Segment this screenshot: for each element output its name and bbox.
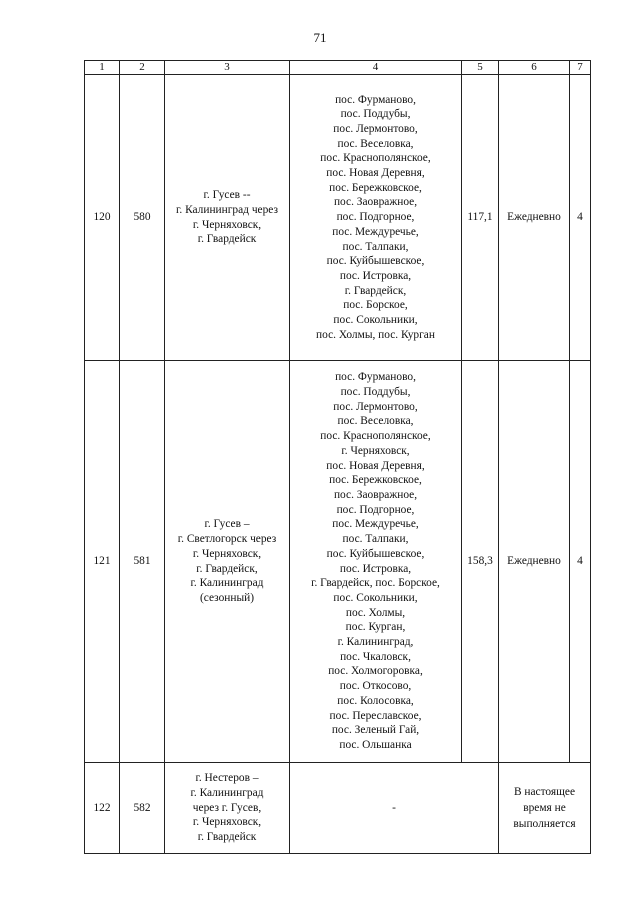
row-number: 120 — [85, 75, 120, 361]
stop-item: пос. Заовражное, — [333, 488, 418, 501]
route-code: 580 — [120, 75, 165, 361]
stop-item: пос. Лермонтово, — [333, 122, 418, 135]
stop-item: пос. Краснополянское, — [320, 152, 431, 165]
stop-item: пос. Веселовка, — [337, 415, 414, 428]
stop-item: пос. Истровка, — [339, 562, 412, 575]
stop-item: пос. Борское, — [343, 299, 408, 312]
route-name-line: (сезонный) — [199, 591, 255, 604]
route-name-line: г. Черняховск, — [192, 547, 262, 560]
stops-dash: - — [290, 763, 499, 854]
header-col-5: 5 — [462, 61, 499, 75]
route-name-line: г. Калининград — [190, 786, 264, 799]
table-row — [85, 361, 591, 763]
stop-item: г. Калининград, — [337, 636, 414, 649]
stop-item: пос. Талпаки, — [342, 533, 409, 546]
header-col-7: 7 — [570, 61, 591, 75]
route-length: 117,1 — [462, 75, 499, 361]
route-length: 158,3 — [462, 361, 499, 763]
header-col-2: 2 — [120, 61, 165, 75]
route-name-line: г. Гвардейск — [197, 831, 257, 844]
header-col-6: 6 — [499, 61, 570, 75]
route-name-line: г. Гвардейск, — [196, 562, 258, 575]
stop-item: пос. Новая Деревня, — [326, 459, 425, 472]
stop-item: пос. Холмы, — [345, 606, 406, 619]
route-name-line: г. Черняховск, — [192, 816, 262, 829]
stop-item: пос. Краснополянское, — [320, 430, 431, 443]
route-name-line: г. Калининград через — [176, 203, 278, 216]
route-frequency: Ежедневно — [499, 361, 570, 763]
stop-item: пос. Фурманово, — [335, 93, 416, 106]
stop-item: пос. Откосово, — [339, 680, 412, 693]
route-code: 582 — [120, 763, 165, 854]
route-name-line: г. Нестеров – — [195, 772, 259, 785]
route-name — [165, 763, 290, 854]
header-col-1: 1 — [85, 61, 120, 75]
route-name-line: г. Калининград — [190, 577, 264, 590]
stop-item: пос. Бережковское, — [329, 181, 422, 194]
route-code: 581 — [120, 361, 165, 763]
stop-item: пос. Новая Деревня, — [326, 167, 425, 180]
stop-item: пос. Сокольники, — [333, 591, 418, 604]
table-row — [85, 75, 591, 361]
stop-item: пос. Ольшанка — [339, 738, 412, 751]
stop-item: пос. Зеленый Гай, — [331, 724, 420, 737]
stop-item: пос. Куйбышевское, — [326, 255, 425, 268]
stop-item: пос. Веселовка, — [337, 137, 414, 150]
route-name-line: через г. Гусев, — [192, 801, 262, 814]
route-name-line: г. Гусев -- — [203, 189, 251, 202]
stop-item: пос. Колосовка, — [337, 694, 414, 707]
header-row — [85, 61, 591, 75]
stop-item: пос. Талпаки, — [342, 240, 409, 253]
stop-item: пос. Бережковское, — [329, 474, 422, 487]
stop-item: пос. Заовражное, — [333, 196, 418, 209]
stop-item: пос. Междуречье, — [332, 225, 419, 238]
stop-item: пос. Курган, — [345, 621, 406, 634]
stop-item: пос. Поддубы, — [340, 108, 411, 121]
stop-item: пос. Лермонтово, — [333, 400, 418, 413]
table-row — [85, 763, 591, 854]
route-name-line: г. Гусев – — [204, 518, 250, 531]
stop-item: пос. Куйбышевское, — [326, 547, 425, 560]
stop-item: пос. Переславское, — [329, 709, 422, 722]
route-name — [165, 75, 290, 361]
schedule-note — [499, 763, 591, 854]
route-name — [165, 361, 290, 763]
stop-item: пос. Междуречье, — [332, 518, 419, 531]
row-number: 122 — [85, 763, 120, 854]
stop-item: пос. Холмогоровка, — [328, 665, 423, 678]
route-name-line: г. Гвардейск — [197, 233, 257, 246]
stop-item: пос. Поддубы, — [340, 386, 411, 399]
route-name-line: г. Светлогорск через — [177, 533, 277, 546]
schedule-note-line: В настоящее время не — [513, 786, 576, 814]
stop-item: пос. Чкаловск, — [340, 650, 411, 663]
stop-item: пос. Истровка, — [339, 269, 412, 282]
stops-list — [290, 75, 462, 361]
route-col7: 4 — [570, 75, 591, 361]
stop-item: пос. Подгорное, — [336, 211, 415, 224]
route-col7: 4 — [570, 361, 591, 763]
header-col-3: 3 — [165, 61, 290, 75]
schedule-note-line: выполняется — [513, 818, 576, 830]
header-col-4: 4 — [290, 61, 462, 75]
stop-item: пос. Холмы, пос. Курган — [316, 328, 435, 341]
route-name-line: г. Черняховск, — [192, 218, 262, 231]
row-number: 121 — [85, 361, 120, 763]
stops-list — [290, 361, 462, 763]
stop-item: пос. Фурманово, — [335, 371, 416, 384]
routes-table — [84, 60, 591, 854]
route-frequency: Ежедневно — [499, 75, 570, 361]
stop-item: пос. Сокольники, — [333, 314, 418, 327]
stop-item: г. Черняховск, — [341, 444, 410, 457]
stop-item: г. Гвардейск, — [344, 284, 407, 297]
stop-item: г. Гвардейск, пос. Борское, — [311, 577, 440, 590]
page-number: 71 — [313, 30, 327, 45]
stop-item: пос. Подгорное, — [336, 503, 415, 516]
